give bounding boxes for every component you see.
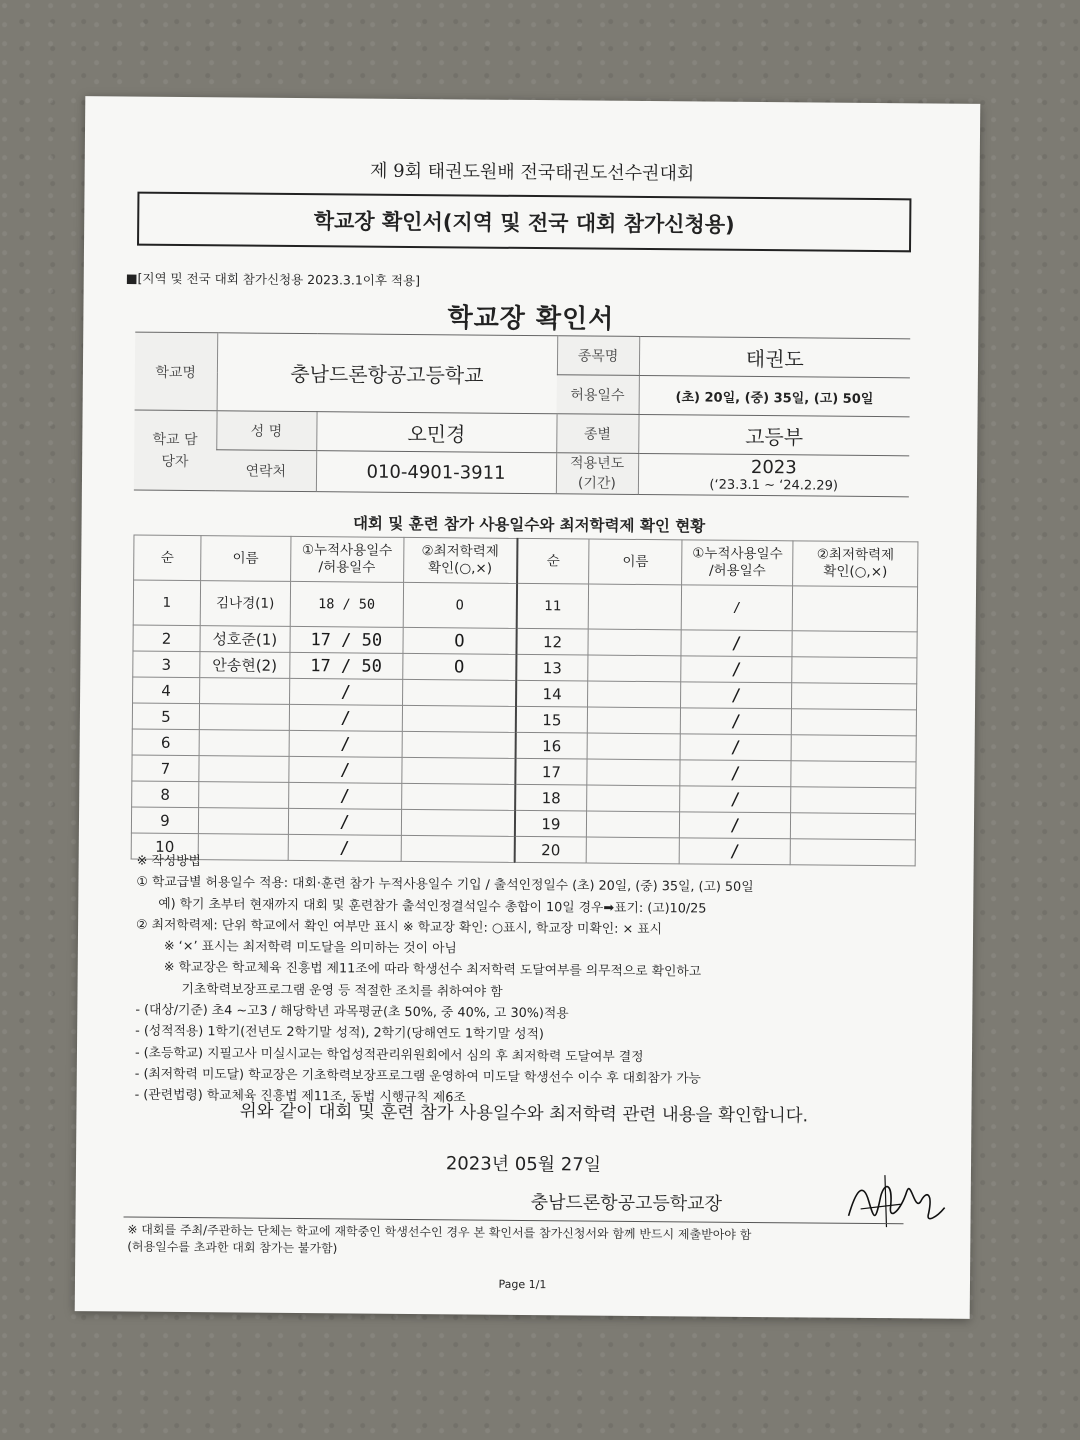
section-title: 대회 및 훈련 참가 사용일수와 최저학력제 확인 현황 bbox=[352, 514, 706, 536]
athlete-name bbox=[587, 759, 680, 786]
header-min: ②최저학력제 확인(○,×) bbox=[403, 537, 517, 583]
contact-value: 010-4901-3911 bbox=[316, 451, 556, 494]
year-cell bbox=[638, 453, 909, 496]
division-value: 고등부 bbox=[638, 414, 909, 455]
school-name-label: 학교명 bbox=[135, 332, 218, 411]
header-min-2: ②최저학력제 확인(○,×) bbox=[793, 541, 918, 587]
days-used: 18 / 50 bbox=[290, 581, 404, 627]
contact-label: 연락처 bbox=[216, 450, 316, 492]
school-info-table bbox=[134, 332, 910, 498]
competition-title: 제 9회 태권도원배 전국태권도선수권대회 bbox=[369, 160, 695, 185]
athlete-name bbox=[199, 756, 289, 783]
header-name-2: 이름 bbox=[589, 539, 682, 585]
manager-label: 학교 담당자 bbox=[134, 410, 217, 491]
athlete-name bbox=[588, 629, 681, 656]
note-line: - (초등학교) 지필고사 미실시교는 학업성적관리위원회에서 심의 후 최저학력 도달여부 결정 bbox=[134, 1045, 644, 1065]
row-number: 6 bbox=[132, 729, 199, 756]
days-used: / bbox=[680, 786, 791, 813]
note-line: 예) 학기 초부터 현재까지 대회 및 훈련참가 출석인정결석일수 총합이 10일 경우➡표기: (고)10/25 bbox=[158, 896, 707, 917]
footer-line-1: ※ 대회를 주최/주관하는 단체는 학교에 재학중인 학생선수인 경우 본 확인서를 참가신청서와 함께 반드시 제출받아야 함 bbox=[127, 1222, 752, 1242]
days-used: / bbox=[681, 682, 792, 709]
days-used: / bbox=[679, 812, 790, 839]
athlete-name bbox=[588, 584, 681, 630]
row-number: 17 bbox=[515, 758, 587, 785]
note-line: - (관련법령) 학교체육 진흥법 제11조, 동법 시행규칙 제6조 bbox=[134, 1087, 466, 1106]
athlete-name bbox=[587, 785, 680, 812]
school-name-value: 충남드론항공고등학교 bbox=[217, 333, 558, 414]
row-number: 10 bbox=[131, 833, 198, 860]
min-grade-check bbox=[792, 631, 917, 658]
days-used: / bbox=[680, 708, 791, 735]
min-grade-check bbox=[401, 809, 515, 836]
event-value: 태권도 bbox=[639, 336, 910, 377]
athlete-name bbox=[199, 678, 289, 705]
min-grade-check bbox=[792, 586, 917, 632]
athlete-name bbox=[199, 730, 289, 757]
year-label: 적용년도 (기간) bbox=[556, 453, 638, 495]
days-used: / bbox=[680, 734, 791, 761]
athlete-name bbox=[588, 681, 681, 708]
row-number: 5 bbox=[132, 703, 199, 730]
days-used: / bbox=[680, 760, 791, 787]
note-heading: ※ 작성방법 bbox=[136, 853, 201, 870]
note-line: - (대상/기준) 초4 ~고3 / 해당학년 과목평균(초 50%, 중 40%, 고 30%)적용 bbox=[135, 1002, 569, 1022]
athlete-name bbox=[587, 733, 680, 760]
days-used: / bbox=[289, 704, 403, 731]
athlete-name bbox=[588, 655, 681, 682]
row-number: 4 bbox=[133, 677, 200, 704]
days-used: 17 / 50 bbox=[289, 652, 403, 679]
athlete-name: 성호준(1) bbox=[200, 626, 290, 653]
division-label: 종별 bbox=[556, 414, 638, 454]
row-number: 18 bbox=[515, 784, 587, 811]
min-grade-check bbox=[791, 735, 916, 762]
min-grade-check bbox=[402, 679, 516, 706]
row-number: 13 bbox=[516, 654, 588, 681]
note-line: ② 최저학력제: 단위 학교에서 확인 여부만 표시 ※ 학교장 확인: ○표시, 학교장 미확인: × 표시 bbox=[136, 917, 663, 938]
footer-line-2: (허용일수를 초과한 대회 참가는 불가함) bbox=[127, 1239, 338, 1256]
header-no-2: 순 bbox=[517, 538, 589, 584]
days-used: / bbox=[288, 834, 402, 861]
row-number: 2 bbox=[133, 625, 200, 652]
year-value: 2023 bbox=[750, 456, 797, 479]
row-number: 9 bbox=[131, 807, 198, 834]
row-number: 14 bbox=[516, 680, 588, 707]
athlete-name bbox=[587, 811, 680, 838]
days-used: 17 / 50 bbox=[290, 626, 404, 653]
applicability-note: ■[지역 및 전국 대회 참가신청용 2023.3.1이후 적용] bbox=[125, 270, 421, 289]
athlete-name bbox=[199, 782, 289, 809]
min-grade-check bbox=[792, 657, 917, 684]
min-grade-check bbox=[791, 761, 916, 788]
athlete-name: 안송현(2) bbox=[200, 652, 290, 679]
note-line: - (최저학력 미도달) 학교장은 기초학력보장프로그램 운영하여 미도달 학생선수 이수 후 대회참가 가능 bbox=[134, 1066, 702, 1087]
row-number: 8 bbox=[132, 781, 199, 808]
days-used: / bbox=[679, 838, 790, 865]
name-label: 성 명 bbox=[216, 411, 316, 451]
min-grade-check: O bbox=[403, 582, 517, 628]
confirmation-statement: 위와 같이 대회 및 훈련 참가 사용일수와 최저학력 관련 내용을 확인합니다. bbox=[239, 1101, 809, 1127]
note-line: 기초학력보장프로그램 운영 등 적절한 조치를 취하여야 함 bbox=[181, 981, 503, 1000]
days-used: / bbox=[288, 756, 402, 783]
note-line: ※ ‘×’ 표시는 최저학력 미도달을 의미하는 것이 아님 bbox=[163, 939, 457, 957]
row-number: 19 bbox=[515, 810, 587, 837]
note-line: ※ 학교장은 학교체육 진흥법 제11조에 따라 학생선수 최저학력 도달여부를 의무적으로 확인하고 bbox=[163, 960, 702, 981]
note-line: - (성적적용) 1학기(전년도 2학기말 성적), 2학기(당해연도 1학기말 성적) bbox=[135, 1023, 544, 1043]
days-used: / bbox=[681, 630, 792, 657]
page-number: Page 1/1 bbox=[498, 1277, 547, 1292]
row-number: 16 bbox=[515, 732, 587, 759]
row-number: 3 bbox=[133, 651, 200, 678]
min-grade-check: O bbox=[403, 627, 517, 654]
name-value: 오민경 bbox=[316, 412, 556, 453]
min-grade-check bbox=[402, 731, 516, 758]
days-used: / bbox=[289, 730, 403, 757]
days-used: / bbox=[681, 585, 793, 631]
header-days-2: ①누적사용일수 /허용일수 bbox=[682, 540, 794, 586]
principal-title: 충남드론항공고등학교장 bbox=[530, 1192, 723, 1215]
document-page bbox=[75, 96, 981, 1319]
footer-note bbox=[127, 1222, 957, 1263]
athlete-name bbox=[199, 704, 289, 731]
allowed-days-value: (초) 20일, (중) 35일, (고) 50일 bbox=[639, 375, 910, 416]
min-grade-check bbox=[792, 683, 917, 710]
table-row bbox=[133, 580, 917, 632]
min-grade-check bbox=[792, 709, 917, 736]
athlete-name bbox=[198, 808, 288, 835]
usage-table bbox=[131, 535, 919, 867]
min-grade-check bbox=[402, 705, 516, 732]
form-title-box: 학교장 확인서(지역 및 전국 대회 참가신청용) bbox=[137, 192, 911, 253]
event-label: 종목명 bbox=[557, 336, 639, 376]
header-no: 순 bbox=[134, 535, 201, 581]
min-grade-check bbox=[402, 757, 516, 784]
instructions bbox=[135, 851, 937, 1114]
year-period: (‘23.3.1 ~ ‘24.2.29) bbox=[709, 477, 839, 494]
row-number: 15 bbox=[515, 706, 587, 733]
days-used: / bbox=[288, 808, 402, 835]
note-line: ① 학교급별 허용일수 적용: 대회·훈련 참가 누적사용일수 기입 / 출석인정일수 (초) 20일, (중) 35일, (고) 50일 bbox=[136, 874, 754, 896]
athlete-name bbox=[588, 707, 681, 734]
row-number: 11 bbox=[516, 583, 588, 629]
row-number: 20 bbox=[514, 836, 586, 863]
table-header-row bbox=[134, 535, 918, 587]
min-grade-check bbox=[791, 813, 916, 840]
days-used: / bbox=[681, 656, 792, 683]
min-grade-check: O bbox=[403, 653, 517, 680]
issue-date: 2023년 05월 27일 bbox=[445, 1153, 602, 1176]
days-used: / bbox=[289, 678, 403, 705]
row-number: 7 bbox=[132, 755, 199, 782]
allowed-days-label: 허용일수 bbox=[557, 375, 639, 415]
row-number: 1 bbox=[133, 580, 200, 626]
days-used: / bbox=[288, 782, 402, 809]
min-grade-check bbox=[791, 787, 916, 814]
header-days: ①누적사용일수 /허용일수 bbox=[290, 536, 404, 582]
header-name: 이름 bbox=[201, 536, 291, 582]
document-title: 학교장 확인서 bbox=[447, 303, 615, 335]
row-number: 12 bbox=[516, 628, 588, 655]
athlete-name: 김나경(1) bbox=[200, 581, 290, 627]
min-grade-check bbox=[401, 783, 515, 810]
